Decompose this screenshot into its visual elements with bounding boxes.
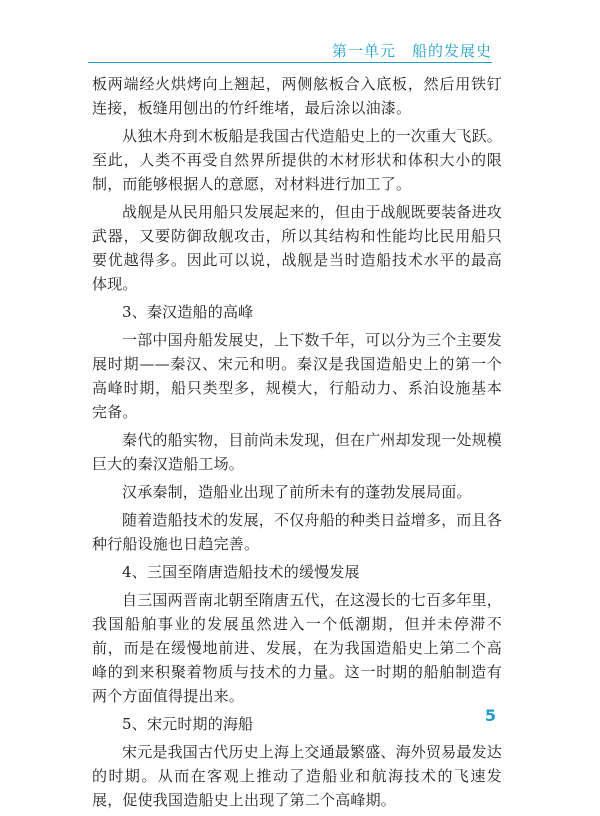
section-heading: 4、三国至隋唐造船技术的缓慢发展 — [122, 563, 360, 581]
paragraph: 战舰是从民用船只发展起来的，但由于战舰既要装备进攻武器，又要防御敌舰攻击，所以其结构和性能均比民用船只要优越得多。因此可以说，战舰是当时造船技术水平的最高体现。 — [92, 203, 503, 293]
section-heading: 3、秦汉造船的高峰 — [122, 303, 254, 321]
chapter-title: 第一单元 船的发展史 — [331, 42, 492, 60]
page-header — [0, 0, 600, 66]
paragraph: 随着造船技术的发展，不仅舟船的种类日益增多，而且各种行船设施也日趋完善。 — [92, 511, 503, 553]
paragraph: 从独木舟到木板船是我国古代造船史上的一次重大飞跃。至此，人类不再受自然界所提供的木材形状和体积大小的限制，而能够根据人的意愿，对材料进行加工了。 — [92, 127, 503, 193]
page-number: 5 — [484, 706, 496, 725]
header-rule — [88, 62, 492, 63]
paragraph: 秦代的船实物，目前尚未发现，但在广州却发现一处规模巨大的秦汉造船工场。 — [92, 431, 503, 473]
paragraph: 汉承秦制，造船业出现了前所未有的蓬勃发展局面。 — [122, 483, 472, 501]
paragraph-continued: 板两端经火烘烤向上翘起，两侧舷板合入底板，然后用铁钉连接，板缝用刨出的竹纤维堵，最后涂以油漆。 — [92, 75, 502, 117]
paragraph: 自三国两晋南北朝至隋唐五代，在这漫长的七百多年里，我国船舶事业的发展虽然进入一个低潮期，但并未停滞不前，而是在缓慢地前进、发展，在为我国造船史上第二个高峰的到来积聚着物质与技术的力量。这一时期的船舶制造有两个方面值得提出来。 — [92, 591, 503, 705]
paragraph: 一部中国舟船发展史，上下数千年，可以分为三个主要发展时期——秦汉、宋元和明。秦汉是我国造船史上的第一个高峰时期，船只类型多，规模大，行船动力、系泊设施基本完备。 — [92, 331, 503, 421]
section-heading: 5、宋元时期的海船 — [122, 715, 254, 733]
paragraph: 宋元是我国古代历史上海上交通最繁盛、海外贸易最发达的时期。从而在客观上推动了造船业和航海技术的飞速发展，促使我国造船史上出现了第二个高峰期。 — [92, 743, 503, 809]
body-text — [92, 72, 502, 816]
